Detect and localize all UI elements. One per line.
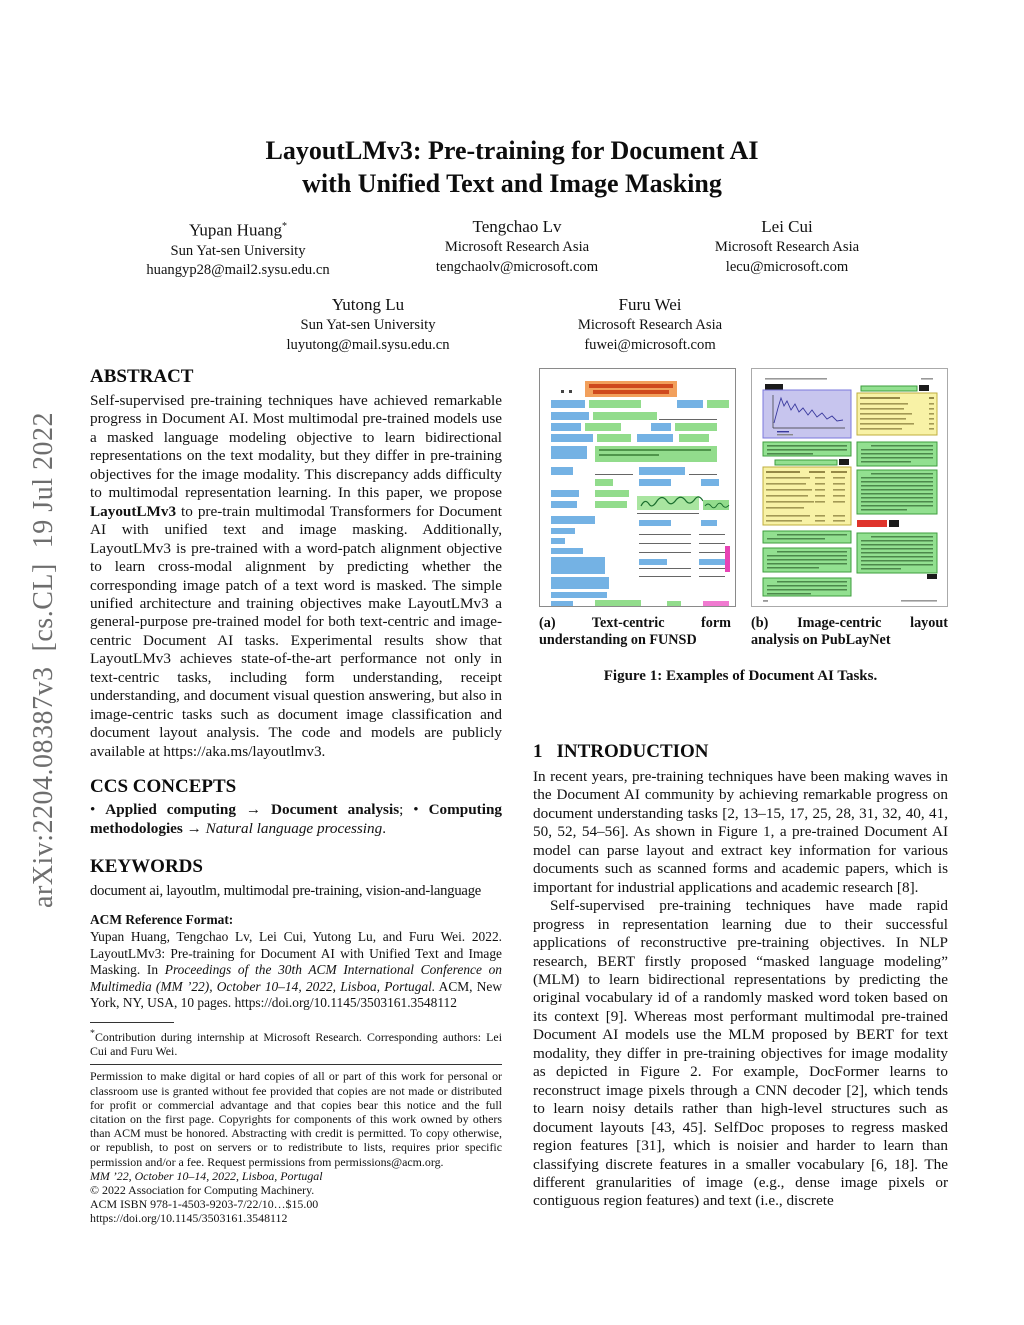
author-email: fuwei@microsoft.com (584, 336, 716, 353)
layout-left-text-regions (763, 531, 851, 602)
paper-title (0, 134, 1024, 200)
author-lei-cui (715, 216, 859, 277)
author-name: Yupan Huang* (188, 220, 287, 240)
introduction-paragraph-2: Self-supervised pre-training techniques have made rapid progress in representation learning due to their successful applications of reconstructive pre-training objectives. In NLP research, BERT firstly proposed “masked language modeling” (MLM) to learn bidirectional representations by predicting the original vocabulary id of a randomly masked word token based on its context [9]. Whereas most performant multimodal pre-trained Document AI models use the MLM proposed by BERT for text modality, they differ in pre-training objectives for image modality as depicted in Figure 2. For example, DocFormer learns to reconstruct image pixels through a CNN decoder [2], which tends to learn noisy details rather than high-level structures such as document layouts [43, 45]. SelfDoc proposes to regress masked region features [31], which is noisier and harder to learn than classifying discrete features in a smaller vocabulary [6, 18]. The different granularities of image (e.g., dense image pixels or contiguous region features) and text (i.e., discrete (533, 897, 948, 1210)
abstract-text: Self-supervised pre-training techniques have achieved remarkable progress in Document AI. Most multimodal pre-trained models use a masked language modeling objective to learn bidirectional representations on the text modality, but they differ in pre-training objectives for the image modality. This discrepancy adds difficulty to multimodal representation learning. In this paper, we propose LayoutLMv3 to pre-train multimodal Transformers for Document AI with unified text and image masking. Additionally, LayoutLMv3 is pre-trained with a word-patch alignment objective to learn cross-modal alignment by predicting whether the corresponding image patch of a text word is masked. The simple unified architecture and training objectives make LayoutLMv3 a general-purpose pre-trained model for both text-centric and image-centric Document AI tasks. Experimental results show that LayoutLMv3 achieves state-of-the-art performance not only in text-centric tasks, including form understanding, receipt understanding, and document visual question answering, but also in image-centric tasks such as document image classification and document layout analysis. The code and models are publicly available at https://aka.ms/layoutlmv3. (90, 392, 502, 760)
acm-ref-label: ACM Reference Format: (90, 912, 234, 928)
figure1-images (533, 368, 948, 607)
author-email: huangyp28@mail2.sysu.edu.cn (146, 262, 330, 279)
author-yutong-lu (286, 294, 449, 355)
author-affiliation: Microsoft Research Asia (577, 317, 723, 333)
author-furu-wei (578, 294, 722, 355)
layout-right-column (857, 385, 937, 602)
copyright-line: © 2022 Association for Computing Machinery. (90, 1182, 315, 1197)
figure1b-publaynet-page-image (751, 368, 948, 607)
author-affiliation: Sun Yat-sen University (170, 242, 306, 259)
author-email: tengchaolv@microsoft.com (435, 258, 599, 275)
contribution-footnote: *Contribution during internship at Microsoft Research. Corresponding authors: Lei Cui and Furu Wei. (90, 1027, 502, 1059)
layout-table-region (763, 459, 851, 525)
paper-title-line1: LayoutLMv3: Pre-training for Document AI (265, 136, 759, 165)
left-column (90, 366, 502, 1226)
ccs-concepts-text: • Applied computing → Document analysis; • Computing methodologies → Natural language processing. (90, 801, 502, 837)
author-name: Tengchao Lv (472, 217, 562, 236)
author-name: Furu Wei (618, 295, 682, 314)
author-affiliation: Microsoft Research Asia (714, 239, 860, 255)
author-email: lecu@microsoft.com (725, 258, 849, 275)
author-yupan-huang (146, 216, 329, 281)
footnote-rule-long (90, 1064, 502, 1065)
abstract-heading: ABSTRACT (90, 366, 194, 387)
author-name: Yutong Lu (331, 295, 405, 314)
figure1-main-caption: Figure 1: Examples of Document AI Tasks. (603, 668, 878, 684)
acm-ref-text: Yupan Huang, Tengchao Lv, Lei Cui, Yutong Lu, and Furu Wei. 2022. LayoutLMv3: Pre-training for Document AI with Unified Text and Image Masking. In Proceedings of the 30th ACM International Conference on Multimedia (MM ’22), October 10–14, 2022, Lisboa, Portugal. ACM, New York, NY, USA, 10 pages. https://doi.org/10.1145/3503161.3548112 (90, 929, 502, 1011)
figure1b-caption: (b) Image-centric layout analysis on PubLayNet (751, 615, 948, 648)
author-tengchao-lv (436, 216, 598, 277)
keywords-heading: KEYWORDS (90, 855, 203, 877)
introduction-paragraph-1: In recent years, pre-training techniques have been making waves in the Document AI community by achieving remarkable progress on document understanding tasks [2, 13–15, 17, 25, 28, 31, 32, 40, 41, 50, 52, 54–56]. As shown in Figure 1, a pre-trained Document AI model can parse layout and extract key information for various documents such as scanned forms and academic papers, which is important for industrial applications and academic research [8]. (533, 768, 948, 896)
arxiv-stamp: arXiv:2204.08387v3 [cs.CL] 19 Jul 2022 (28, 412, 59, 908)
ccs-heading: CCS CONCEPTS (90, 776, 237, 798)
author-email: luyutong@mail.sysu.edu.cn (286, 336, 450, 353)
isbn-line: ACM ISBN 978-1-4503-9203-7/22/10…$15.00 (90, 1197, 319, 1212)
doi-link[interactable]: https://doi.org/10.1145/3503161.3548112 (90, 1211, 288, 1226)
permission-text: Permission to make digital or hard copies of all or part of this work for personal or classroom use is granted without fee provided that copies are not made or distributed for profit or commercial advantage and that copies bear this notice and the full citation on the first page. Copyrights for components of this work owned by others than ACM must be honored. Abstracting with credit is permitted. To copy otherwise, or republish, to post on servers or to redistribute to lists, requires prior specific permission and/or a fee. Request permissions from permissions@acm.org. (90, 1069, 502, 1169)
paper-title-line2: with Unified Text and Image Masking (302, 169, 722, 198)
introduction-heading: 1 INTRODUCTION (533, 741, 709, 762)
keywords-text: document ai, layoutlm, multimodal pre-training, vision-and-language (90, 882, 482, 899)
author-name: Lei Cui (761, 217, 813, 236)
layout-caption-region (763, 442, 851, 456)
footnote-rule-short (90, 1022, 174, 1023)
author-affiliation: Microsoft Research Asia (444, 239, 590, 255)
author-asterisk: * (282, 221, 287, 232)
author-affiliation: Sun Yat-sen University (300, 317, 436, 333)
figure1-subcaptions (533, 615, 948, 649)
right-column (533, 366, 948, 1211)
venue-line: MM ’22, October 10–14, 2022, Lisboa, Portugal (90, 1168, 323, 1183)
figure1a-caption: (a) Text-centric form understanding on FUNSD (539, 615, 731, 648)
figure1a-funsd-form-image (539, 368, 736, 607)
layout-figure-region (763, 384, 851, 438)
